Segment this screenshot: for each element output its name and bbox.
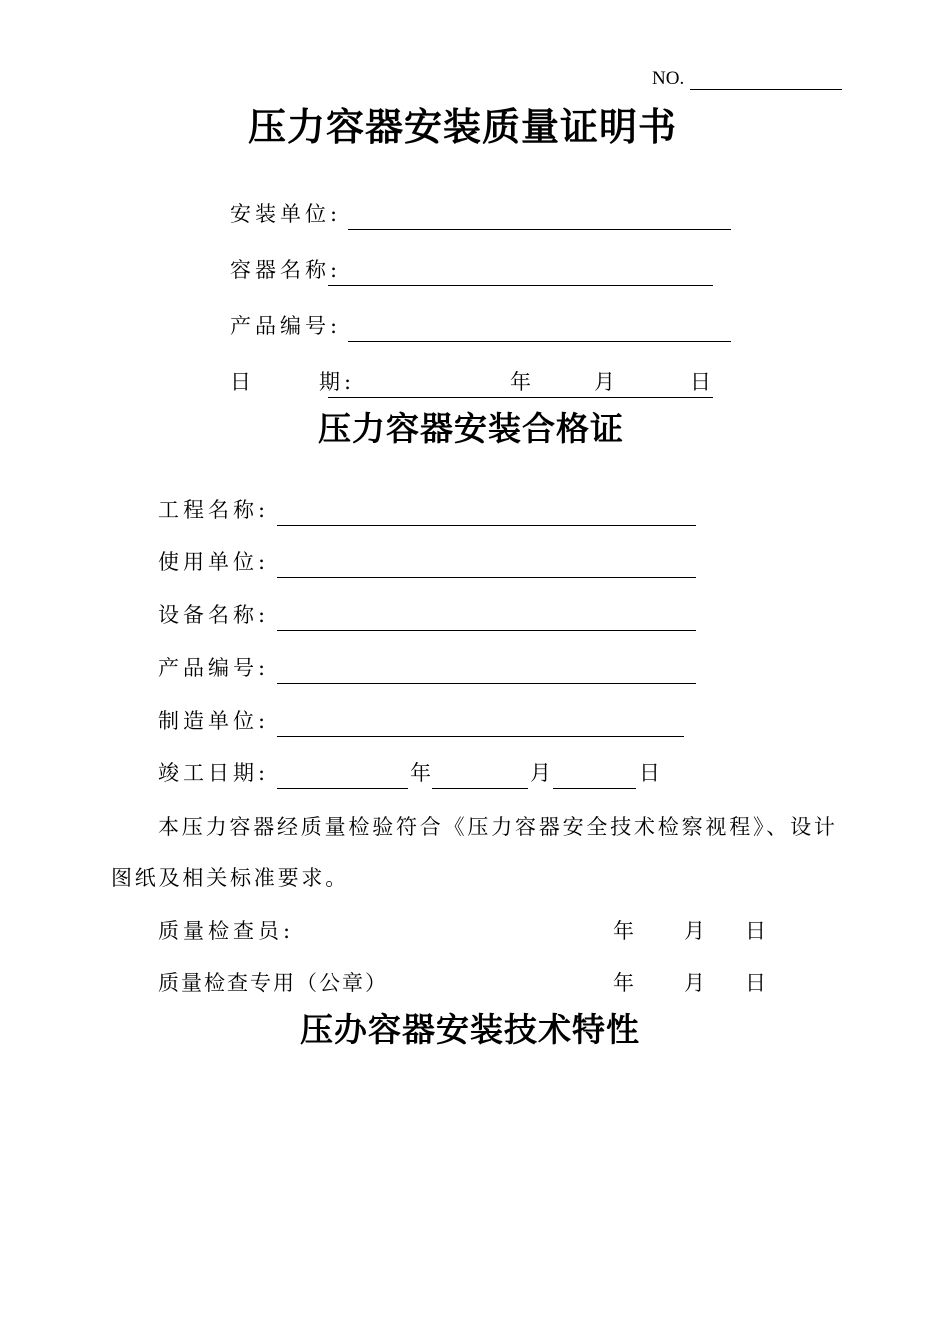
seal-month-label: 月 (684, 971, 709, 995)
install-unit-line (348, 229, 731, 230)
vessel-name-label: 容器名称: (230, 258, 342, 282)
inspector-label: 质量检查员: (158, 919, 295, 943)
inspector-year-label: 年 (613, 919, 638, 943)
completion-date-label: 竣工日期: (158, 761, 270, 785)
seal-day-label: 日 (745, 971, 770, 995)
user-unit-label: 使用单位: (158, 550, 270, 574)
date-day-label: 日 (690, 370, 715, 394)
certificate-title: 压力容器安装质量证明书 (248, 105, 678, 149)
completion-year-line (277, 788, 408, 789)
equipment-name-line (277, 630, 696, 631)
inspection-seal-label: 质量检查专用（公章） (158, 971, 388, 995)
project-name-label: 工程名称: (158, 498, 270, 522)
manufacturer-line (277, 736, 684, 737)
product-number-2-line (277, 683, 696, 684)
date-month-label: 月 (594, 370, 619, 394)
completion-day-label: 日 (639, 761, 664, 785)
product-number-label: 产品编号: (230, 314, 342, 338)
equipment-name-label: 设备名称: (158, 603, 270, 627)
date-year-label: 年 (510, 370, 535, 394)
project-name-line (277, 525, 696, 526)
completion-day-line (553, 788, 636, 789)
inspector-month-label: 月 (684, 919, 709, 943)
tech-spec-title: 压办容器安装技术特性 (300, 1010, 640, 1049)
completion-year-label: 年 (410, 761, 435, 785)
product-number-2-label: 产品编号: (158, 656, 270, 680)
product-number-line (348, 341, 731, 342)
date-line (328, 397, 713, 398)
vessel-name-line (328, 285, 713, 286)
compliance-statement-line2: 图纸及相关标准要求。 (111, 866, 349, 890)
manufacturer-label: 制造单位: (158, 709, 270, 733)
completion-month-line (432, 788, 528, 789)
compliance-statement-line1: 本压力容器经质量检验符合《压力容器安全技术检察视程》、设计 (158, 815, 838, 839)
inspector-day-label: 日 (745, 919, 770, 943)
document-number-line (690, 89, 842, 90)
document-number-label: NO. (652, 68, 685, 89)
date-label: 日 期: (230, 370, 356, 394)
user-unit-line (277, 577, 696, 578)
completion-month-label: 月 (530, 761, 555, 785)
install-unit-label: 安装单位: (230, 202, 342, 226)
qualification-title: 压力容器安装合格证 (318, 409, 624, 448)
seal-year-label: 年 (613, 971, 638, 995)
